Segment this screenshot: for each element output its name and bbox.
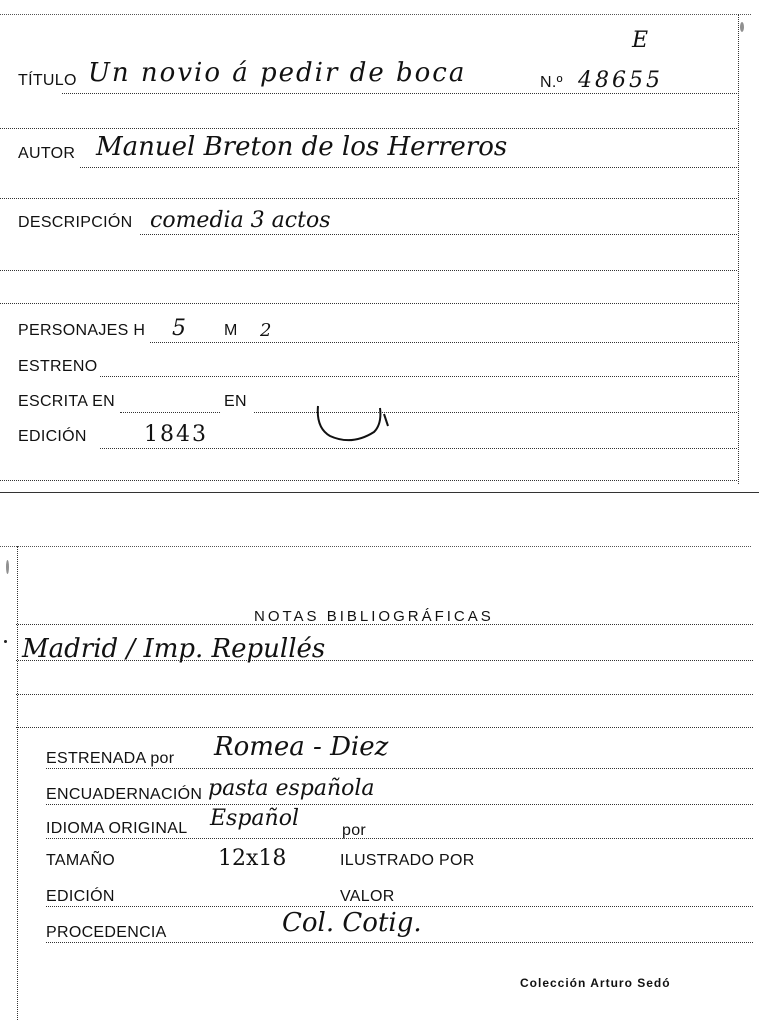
- encuadernacion-label: ENCUADERNACIÓN: [46, 786, 203, 803]
- valor-label: VALOR: [340, 888, 395, 905]
- notas-value: Madrid / Imp. Repullés: [22, 634, 326, 664]
- autor-rule: [80, 167, 737, 168]
- encuadernacion-rule: [46, 804, 753, 805]
- escrita-label: ESCRITA EN: [18, 393, 115, 410]
- edicion2-rule: [46, 906, 753, 907]
- autor-value: Manuel Breton de los Herreros: [96, 132, 508, 162]
- rule-after-titulo: [0, 128, 737, 129]
- collection-label: Colección Arturo Sedó: [520, 976, 671, 990]
- estreno-label: ESTRENO: [18, 358, 98, 375]
- procedencia-rule: [46, 942, 753, 943]
- idioma-label: IDIOMA ORIGINAL: [46, 820, 188, 837]
- personajes-h-value: 5: [172, 316, 186, 341]
- handwritten-mark: [312, 398, 392, 448]
- tamano-value: 12x18: [218, 846, 287, 871]
- notas-title: NOTAS BIBLIOGRÁFICAS: [254, 608, 494, 625]
- edicion-value: 1843: [144, 422, 208, 447]
- ilustrado-label: ILUSTRADO POR: [340, 852, 475, 869]
- blank-rule-1: [0, 270, 737, 271]
- card2-left-edge: [16, 546, 18, 1020]
- personajes-m-value: 2: [260, 320, 272, 341]
- descripcion-value: comedia 3 actos: [150, 208, 331, 233]
- autor-label: AUTOR: [18, 145, 76, 162]
- numero-value: 48655: [578, 68, 663, 93]
- bottom-rule: [0, 480, 737, 481]
- edicion2-label: EDICIÓN: [46, 888, 115, 905]
- titulo-label: TÍTULO: [18, 72, 77, 89]
- rule-after-autor: [0, 198, 737, 199]
- en-label: EN: [224, 393, 247, 410]
- top-catalog-card: [0, 0, 759, 492]
- edicion-rule: [100, 448, 737, 449]
- notas-rule: [16, 624, 753, 625]
- estrenada-label: ESTRENADA por: [46, 750, 175, 767]
- card-right-edge: [737, 14, 739, 484]
- scan-speck: [6, 560, 9, 574]
- idioma-value: Español: [210, 806, 299, 831]
- bottom-catalog-card: [0, 540, 759, 1028]
- descripcion-rule: [140, 234, 737, 235]
- blank-rule-4: [16, 727, 753, 728]
- scan-speck: [740, 22, 744, 32]
- encuadernacion-value: pasta española: [208, 776, 375, 801]
- card2-top-edge: [0, 546, 751, 547]
- por-label: por: [342, 822, 367, 839]
- personajes-rule: [150, 342, 737, 343]
- estreno-rule: [100, 376, 737, 377]
- descripcion-label: DESCRIPCIÓN: [18, 214, 133, 231]
- procedencia-value: Col. Cotig.: [282, 908, 422, 938]
- personajes-m-label: M: [224, 322, 238, 339]
- escrita-rule: [120, 412, 220, 413]
- notas-value-rule: [16, 660, 753, 661]
- blank-rule-2: [0, 303, 737, 304]
- edicion-label: EDICIÓN: [18, 428, 87, 445]
- blank-rule-3: [16, 694, 753, 695]
- numero-label: N.º: [540, 74, 563, 91]
- card-separator: [0, 492, 759, 493]
- corner-mark: E: [632, 28, 649, 53]
- tamano-label: TAMAÑO: [46, 852, 116, 869]
- titulo-value: Un novio á pedir de boca: [88, 58, 467, 88]
- titulo-rule: [62, 93, 737, 94]
- estrenada-rule: [46, 768, 753, 769]
- estrenada-value: Romea - Diez: [214, 732, 389, 762]
- card-top-edge: [0, 14, 751, 15]
- personajes-label: PERSONAJES H: [18, 322, 146, 339]
- procedencia-label: PROCEDENCIA: [46, 924, 167, 941]
- scan-speck: [4, 640, 7, 643]
- idioma-rule: [46, 838, 753, 839]
